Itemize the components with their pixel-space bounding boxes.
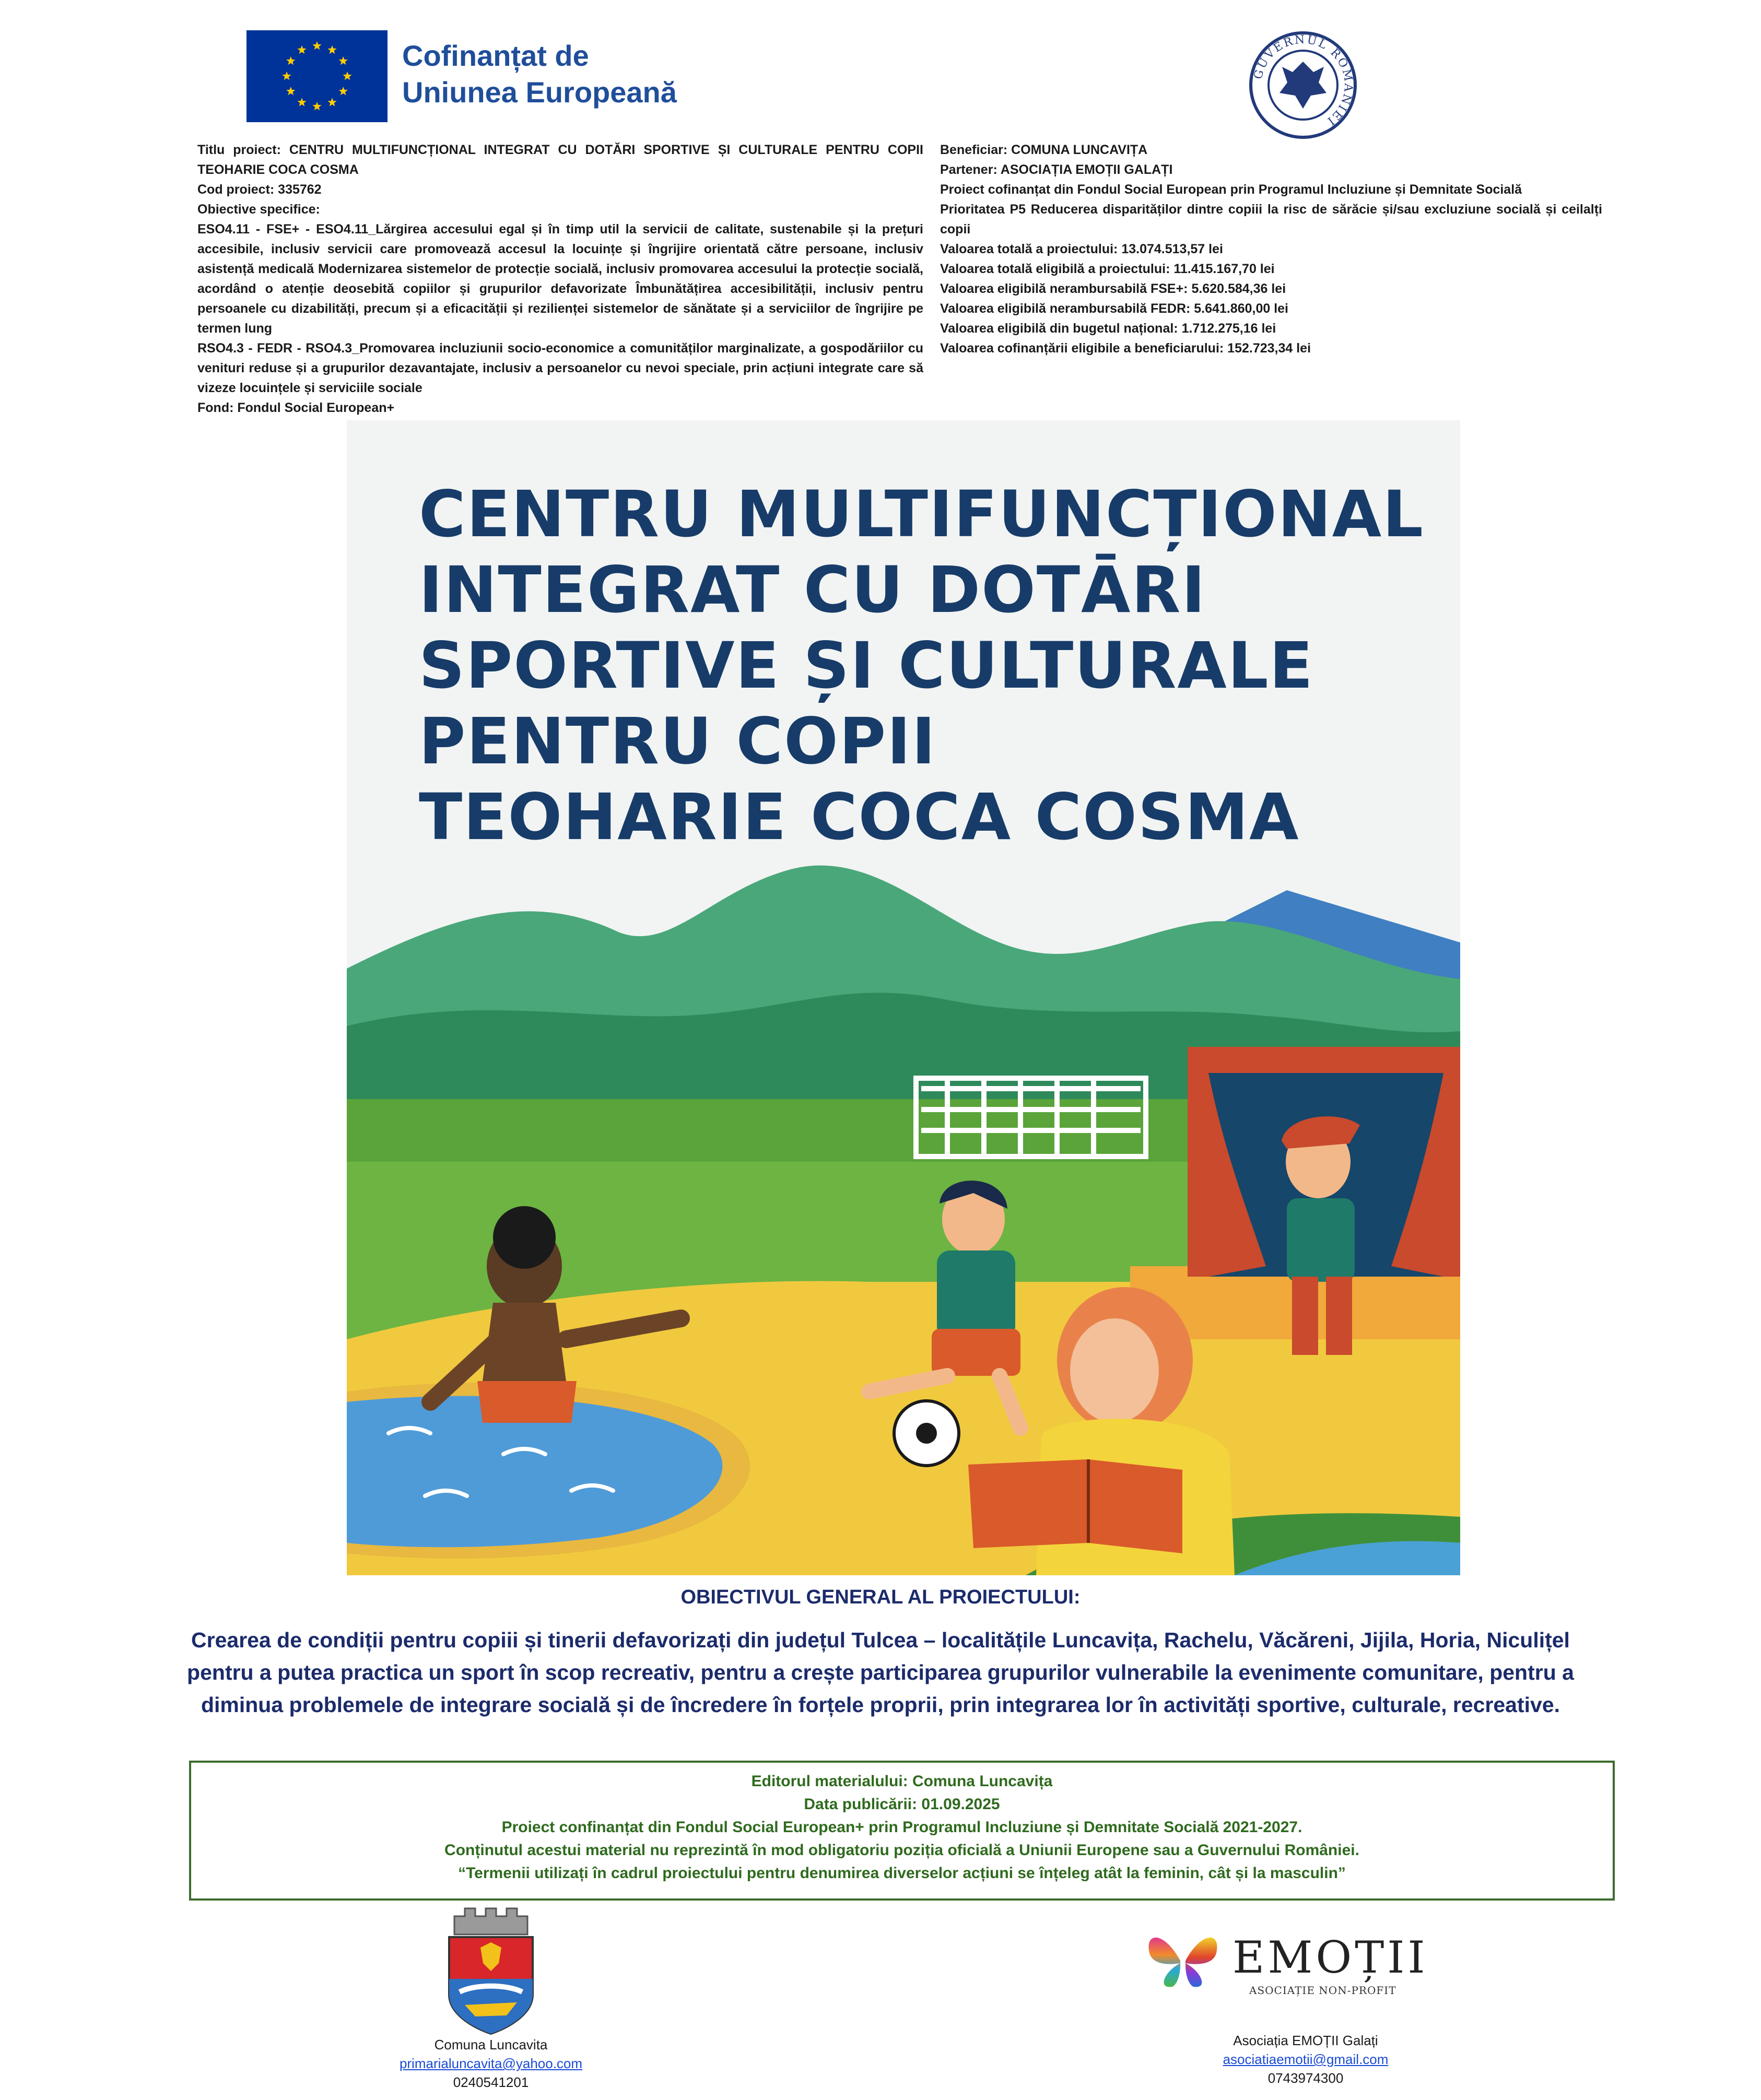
- objectives-label: Obiective specifice:: [197, 202, 320, 217]
- national-budget-value: Valoarea eligibilă din bugetul național: 1.712.275,16 lei: [940, 321, 1276, 336]
- project-info-left: [197, 140, 923, 418]
- objective-eso411: ESO4.11 - FSE+ - ESO4.11_Lărgirea accesului egal și în timp util la servicii de calitate, sustenabile și la prețuri accesibile, inclusiv servicii care promovează accesul la locuințe și îngrijire orientată către persoane, inclusiv asistență medicală Modernizarea sistemelor de protecție socială, inclusiv promovarea accesului la protecție socială, acordând o atenție deosebită copiilor și grupurilor defavorizate Îmbunătățirea accesibilității, inclusiv pentru persoanele cu dizabilități, precum și a eficacității și rezilienței sistemelor de sănătate și a serviciilor de îngrijire pe termen lung: [197, 222, 923, 336]
- hero-title-line-4: PENTRU COPII: [419, 704, 937, 778]
- eligible-value: Valoarea totală eligibilă a proiectului: 11.415.167,70 lei: [940, 262, 1275, 276]
- contact-right-name: Asociația EMOȚII Galați: [1233, 2033, 1378, 2048]
- project-code: Cod proiect: 335762: [197, 182, 322, 197]
- project-info-right: [940, 140, 1602, 358]
- emotii-logo-text: EMOȚII: [1232, 1932, 1428, 1983]
- objective-heading: OBIECTIVUL GENERAL AL PROIECTULUI:: [680, 1586, 1081, 1608]
- eu-line-1: Cofinanțat de: [402, 39, 589, 72]
- hero-title: [419, 477, 1424, 855]
- eu-line-2: Uniunea Europeană: [402, 76, 677, 109]
- contact-right-phone: 0743974300: [1267, 2070, 1344, 2086]
- publication-date-line: Data publicării: 01.09.2025: [804, 1796, 1000, 1813]
- seal-text: GUVERNUL ROMÂNIEI: [1251, 33, 1355, 128]
- priority: Prioritatea P5 Reducerea disparităților dintre copiii la risc de sărăcie și/sau excluziune socială și ceilalți copii: [940, 202, 1602, 237]
- disclaimer-line: Conținutul acestui material nu reprezintă în mod obligatoriu poziția oficială a Uniunii Europene sau a Guvernului României.: [444, 1842, 1359, 1859]
- hero-poster: [347, 420, 1460, 1575]
- contact-luncavita: [334, 2035, 648, 2092]
- publisher-line: Editorul materialului: Comuna Luncavița: [751, 1773, 1053, 1790]
- luncavita-crest-icon: [444, 1906, 538, 2036]
- contact-left-phone: 0240541201: [453, 2074, 529, 2090]
- contact-left-name: Comuna Luncavita: [434, 2037, 548, 2052]
- gender-terms-line: “Termenii utilizați în cadrul proiectului pentru denumirea diverselor acțiuni se înțeleg atât la feminin, cât și la masculin”: [458, 1865, 1346, 1882]
- objective-text: Crearea de condiții pentru copiii și tinerii defavorizați din județul Tulcea – localitățile Luncavița, Rachelu, Văcăreni, Jijila, Horia, Niculițel pentru a putea practica un sport în scop recreativ, pentru a crește participarea grupurilor vulnerabile la evenimente comunitare, pentru a diminua problemele de integrare socială și de încredere în forțele proprii, prin integrarea lor în activități sportive, culturale, recreative.: [187, 1628, 1574, 1717]
- government-seal-icon: [1248, 30, 1358, 140]
- contact-emotii: [1138, 2031, 1473, 2087]
- hero-title-line-2: INTEGRAT CU DOTĀRI: [419, 553, 1206, 627]
- program: Proiect cofinanțat din Fondul Social European prin Programul Incluziune și Demnitate Socială: [940, 182, 1522, 197]
- hero-title-line-5: TEOHARIE COCA COSMA: [419, 780, 1300, 854]
- fund-label: Fond: Fondul Social European+: [197, 400, 395, 415]
- eu-cofinanced-label: [402, 38, 677, 111]
- partner: Partener: ASOCIAȚIA EMOȚII GALAȚI: [940, 162, 1173, 177]
- contact-right-email-link[interactable]: asociatiaemotii@gmail.com: [1223, 2051, 1389, 2067]
- eu-flag-icon: [246, 30, 388, 122]
- hero-title-line-1: CENTRU MULTIFUNCȚIONAL: [419, 477, 1424, 551]
- project-title: Titlu proiect: CENTRU MULTIFUNCȚIONAL INTEGRAT CU DOTĂRI SPORTIVE ȘI CULTURALE PENTRU COPII TEOHARIE COCA COSMA: [197, 143, 923, 177]
- fedr-value: Valoarea eligibilă nerambursabilă FEDR: 5.641.860,00 lei: [940, 301, 1288, 316]
- total-value: Valoarea totală a proiectului: 13.074.513,57 lei: [940, 242, 1223, 256]
- emotii-logo-subtitle: ASOCIAȚIE NON-PROFIT: [1249, 1984, 1396, 1997]
- beneficiary: Beneficiar: COMUNA LUNCAVIȚA: [940, 143, 1148, 157]
- footer-disclaimer-box: [189, 1761, 1615, 1901]
- cofinancing-value: Valoarea cofinanțării eligibile a beneficiarului: 152.723,34 lei: [940, 341, 1311, 356]
- cofinancing-line: Proiect confinanțat din Fondul Social European+ prin Programul Incluziune și Demnitate Socială 2021-2027.: [501, 1819, 1302, 1836]
- contact-left-email-link[interactable]: primarialuncavita@yahoo.com: [399, 2056, 583, 2071]
- eu-stars-icon: [246, 30, 388, 122]
- objective-rso43: RSO4.3 - FEDR - RSO4.3_Promovarea incluziunii socio-economice a comunităților marginalizate, a gospodăriilor cu venituri reduse și a grupurilor dezavantajate, inclusiv a persoanelor cu nevoi speciale, prin acțiuni integrate care să vizeze locuințele și serviciile sociale: [197, 341, 923, 395]
- hero-title-line-3: SPORTIVE ȘI CULTURALE: [419, 629, 1314, 703]
- fse-value: Valoarea eligibilă nerambursabilă FSE+: 5.620.584,36 lei: [940, 281, 1286, 296]
